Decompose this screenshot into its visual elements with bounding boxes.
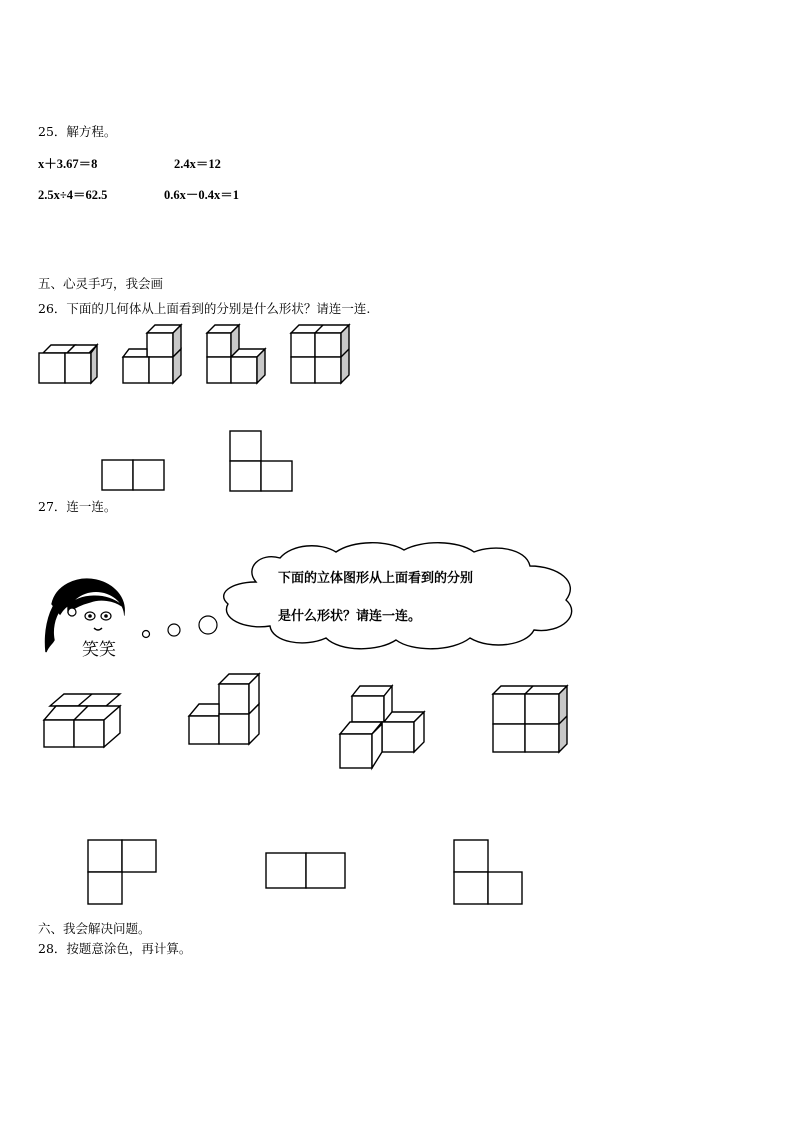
bubble-line-2: 是什么形状？请连一连。 [278, 609, 422, 624]
q26-title: 26．下面的几何体从上面看到的分别是什么形状？请连一连. [38, 301, 371, 316]
equation-3: 2.5x÷4＝62.5 [38, 188, 108, 202]
q27-top-view-3 [452, 838, 526, 906]
q27-title: 27．连一连。 [38, 499, 117, 514]
character-caption: 笑笑 [82, 640, 116, 660]
equation-4: 0.6x－0.4x＝1 [164, 188, 240, 202]
thought-bubbles [138, 610, 222, 642]
q26-top-view-2 [228, 429, 294, 493]
q26-solid-2 [121, 320, 185, 386]
section5-title: 五、心灵手巧，我会画 [38, 276, 164, 291]
q26-solid-3 [205, 320, 269, 386]
equation-2: 2.4x＝12 [174, 157, 221, 171]
q26-solid-1 [37, 340, 101, 386]
q27-solid-2 [187, 672, 265, 748]
q28-title: 28．按题意涂色，再计算。 [38, 941, 192, 956]
equation-1: x＋3.67＝8 [38, 157, 98, 171]
q27-solid-4 [491, 684, 571, 756]
q27-solid-3 [338, 684, 428, 772]
section6-title: 六、我会解决问题。 [38, 921, 151, 936]
q26-solid-4 [289, 320, 353, 386]
q27-solid-1 [42, 690, 124, 750]
q25-title: 25．解方程。 [38, 124, 117, 139]
q27-top-view-1 [86, 838, 158, 906]
thought-cloud [216, 538, 582, 656]
q26-top-view-1 [100, 458, 166, 492]
bubble-line-1: 下面的立体图形从上面看到的分别 [278, 571, 474, 586]
q27-top-view-2 [264, 851, 348, 891]
